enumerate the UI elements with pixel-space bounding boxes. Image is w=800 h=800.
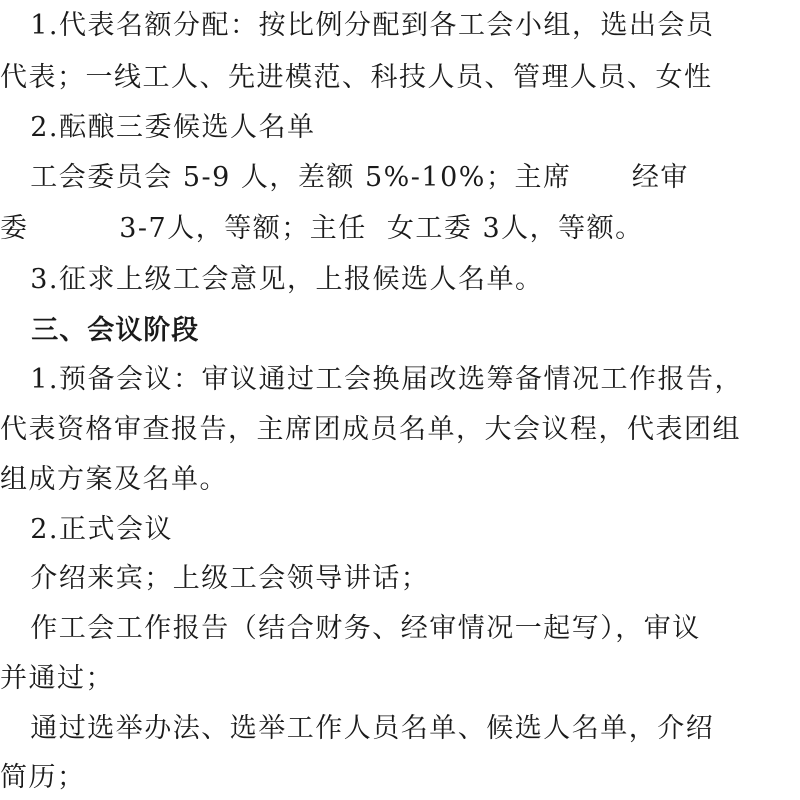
section-heading: 三、会议阶段 [0,315,200,346]
text-line: 作工会工作报告（结合财务、经审情况一起写），审议 [0,613,701,644]
text-line: 并通过； [0,663,114,694]
text-line: 工会委员会 5-9 人，差额 5%-10%；主席 经审 [0,162,689,193]
text-line: 组成方案及名单。 [0,464,228,495]
text-line: 1.预备会议：审议通过工会换届改选筹备情况工作报告， [0,364,744,395]
text-line: 代表资格审查报告，主席团成员名单，大会议程，代表团组 [0,414,741,445]
text-line: 通过选举办法、选举工作人员名单、候选人名单，介绍 [0,713,715,744]
text-line: 2.正式会议 [0,514,174,545]
text-line: 3.征求上级工会意见，上报候选人名单。 [0,264,544,295]
text-line: 2.酝酿三委候选人名单 [0,112,316,143]
text-line: 介绍来宾；上级工会领导讲话； [0,563,430,594]
text-line: 代表；一线工人、先进模范、科技人员、管理人员、女性 [0,62,713,93]
text-line: 委 3-7人，等额；主任 女工委 3人，等额。 [0,213,644,244]
text-line: 简历； [0,762,86,793]
text-line: 1.代表名额分配：按比例分配到各工会小组，选出会员 [0,10,715,41]
